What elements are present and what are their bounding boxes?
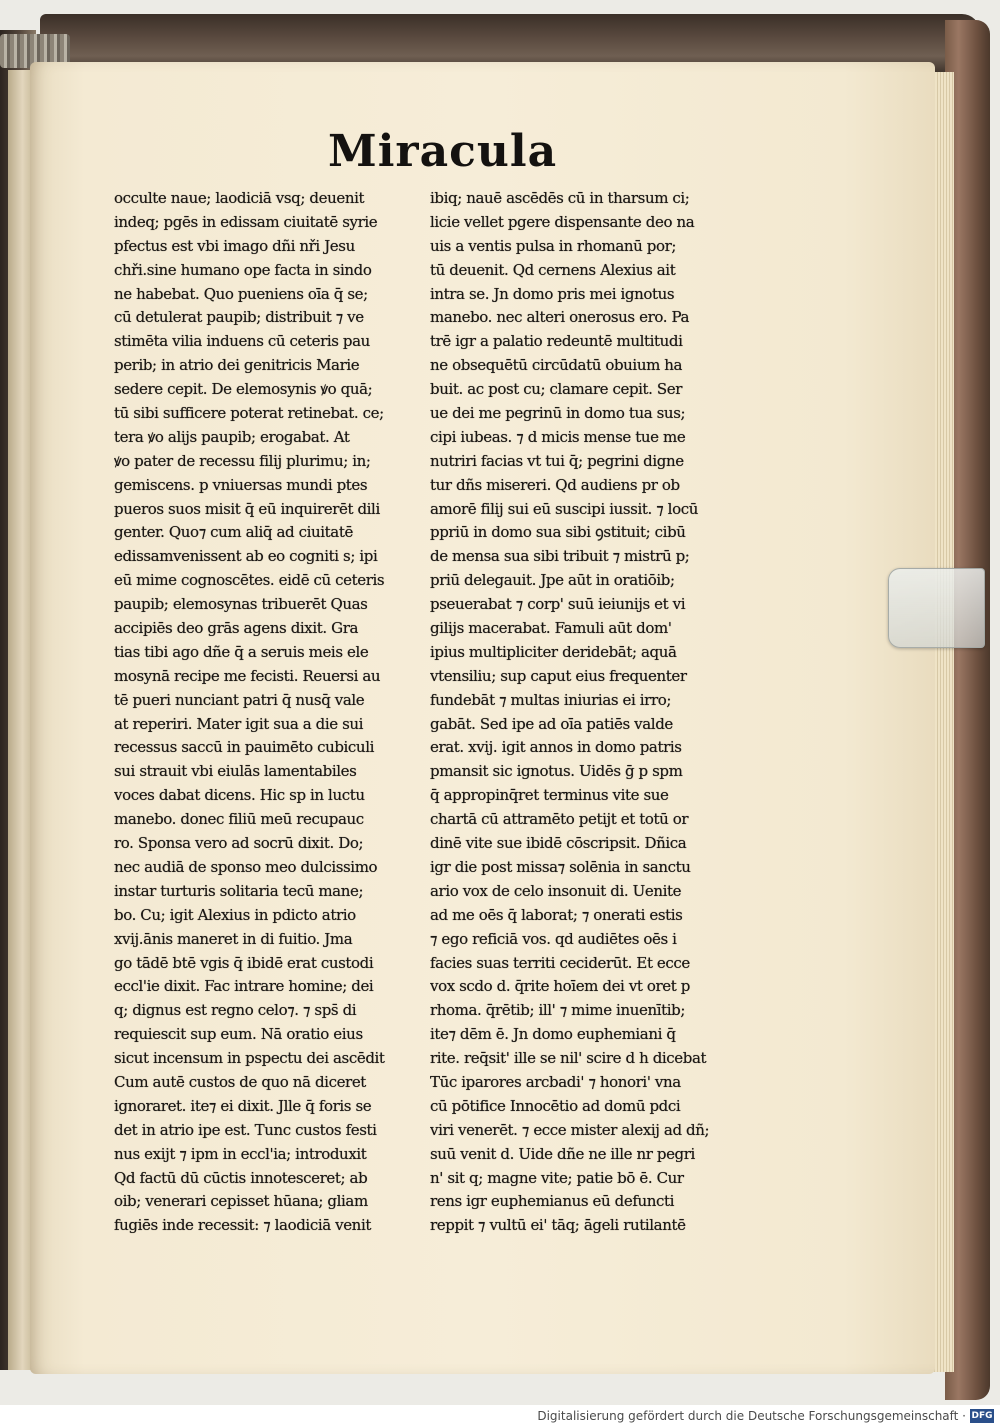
text-line: n' sit q; magne vite; patie bō ē. Cur bbox=[430, 1168, 684, 1187]
text-line: tē pueri nunciant patri q̄ nusq̄ vale bbox=[114, 690, 365, 709]
text-line: trē igr a palatio redeuntē multitudi bbox=[430, 332, 683, 351]
text-line: ignoraret. ite⁊ ei dixit. Jlle q̄ foris se bbox=[114, 1096, 372, 1115]
text-line: det in atrio ipe est. Tunc custos festi bbox=[114, 1120, 377, 1139]
text-line: genter. Quo⁊ cum aliq̄ ad ciuitatē bbox=[114, 523, 353, 542]
text-line: perib; in atrio dei genitricis Marie bbox=[114, 356, 360, 375]
text-line: instar turturis solitaria tecū mane; bbox=[114, 881, 364, 900]
text-line: accipiēs deo grās agens dixit. Gra bbox=[114, 619, 359, 638]
text-line: rite. req̄sit' ille se nil' scire d h dicebat bbox=[430, 1049, 707, 1068]
text-line: cū detulerat paupib; distribuit ⁊ ve bbox=[114, 308, 364, 327]
text-line: rens igr euphemianus eū defuncti bbox=[430, 1192, 675, 1211]
text-line: manebo. donec filiū meū recupauc bbox=[114, 810, 364, 829]
text-line: vtensiliu; sup caput eius frequenter bbox=[430, 666, 687, 685]
text-line: gilijs macerabat. Famuli aūt dom' bbox=[430, 619, 672, 638]
text-line: at reperiri. Mater igit sua a die sui bbox=[114, 714, 364, 733]
text-line: chartā cū attramēto petijt et totū or bbox=[430, 810, 689, 829]
text-line: Qd factū dū cūctis innotesceret; ab bbox=[114, 1168, 368, 1187]
text-line: pfectus est vbi imago dñi nři Jesu bbox=[114, 236, 355, 255]
text-line: stimēta vilia induens cū ceteris pau bbox=[114, 332, 370, 351]
text-line: ipius multipliciter deridebāt; aquā bbox=[430, 642, 677, 661]
text-line: voces dabat dicens. Hic sp in luctu bbox=[114, 786, 365, 805]
footer-credit: Digitalisierung gefördert durch die Deutsche Forschungsgemeinschaft · bbox=[537, 1409, 966, 1423]
text-line: pseuerabat ⁊ corp' suū ieiunijs et vi bbox=[430, 595, 686, 614]
text-line: uis a ventis pulsa in rhomanū por; bbox=[430, 236, 677, 255]
text-line: ne habebat. Quo pueniens oīa q̄ se; bbox=[114, 284, 368, 303]
text-line: sicut incensum in pspectu dei ascēdit bbox=[114, 1049, 385, 1068]
text-line: requiescit sup eum. Nā oratio eius bbox=[114, 1025, 363, 1044]
text-line: reppit ⁊ vultū ei' tāq; āgeli rutilantē bbox=[430, 1216, 686, 1235]
text-line: xvij.ānis maneret in di fuitio. Jma bbox=[114, 929, 353, 948]
text-line: nec audiā de sponso meo dulcissimo bbox=[114, 857, 378, 876]
text-line: viri venerēt. ⁊ ecce mister alexij ad dñ; bbox=[430, 1120, 710, 1139]
text-line: igr die post missa⁊ solēnia in sanctu bbox=[430, 857, 691, 876]
text-line: tera ꝟo alijs paupib; erogabat. At bbox=[114, 427, 350, 446]
text-line: indeq; pgēs in edissam ciuitatē syrie bbox=[114, 212, 378, 231]
text-line: eū mime cognoscētes. eidē cū ceteris bbox=[114, 571, 385, 590]
text-line: tū sibi sufficere poterat retinebat. ce; bbox=[114, 404, 384, 423]
text-line: ite⁊ dēm ē. Jn domo euphemiani q̄ bbox=[430, 1025, 676, 1044]
text-line: cipi iubeas. ⁊ d micis mense tue me bbox=[430, 427, 686, 446]
text-line: Cum autē custos de quo nā diceret bbox=[114, 1072, 366, 1091]
text-line: recessus saccū in pauimēto cubiculi bbox=[114, 738, 374, 757]
text-line: edissamvenissent ab eo cogniti s; ipi bbox=[114, 547, 378, 566]
text-line: gemiscens. p vniuersas mundi ptes bbox=[114, 475, 368, 494]
text-line: buit. ac post cu; clamare cepit. Ser bbox=[430, 380, 683, 399]
text-line: pmansit sic ignotus. Uidēs ḡ p spm bbox=[430, 762, 683, 781]
text-line: vox scdo d. q̄rite hoīem dei vt oret p bbox=[430, 977, 690, 996]
text-line: ibiq; nauē ascēdēs cū in tharsum ci; bbox=[430, 189, 690, 207]
text-line: licie vellet pgere dispensante deo na bbox=[430, 212, 695, 231]
text-line: Tūc iparores arcbadi' ⁊ honori' vna bbox=[430, 1072, 681, 1091]
text-line: fundebāt ⁊ multas iniurias ei irro; bbox=[430, 690, 671, 709]
footer-bar bbox=[0, 1405, 1000, 1427]
page-heading: Miracula bbox=[328, 126, 558, 177]
text-line: facies suas territi ceciderūt. Et ecce bbox=[430, 953, 690, 972]
text-line: erat. xvij. igit annos in domo patris bbox=[430, 738, 682, 757]
text-line: occulte naue; laodiciā vsq; deuenit bbox=[114, 189, 365, 207]
text-line: pueros suos misit q̄ eū inquirerēt dili bbox=[114, 499, 380, 518]
text-column-right bbox=[430, 187, 738, 1238]
dfg-logo: DFG bbox=[971, 1411, 993, 1421]
text-line: gabāt. Sed ipe ad oīa patiēs valde bbox=[430, 714, 673, 733]
text-line: chři.sine humano ope facta in sindo bbox=[114, 260, 372, 279]
text-line: mosynā recipe me fecisti. Reuersi au bbox=[114, 666, 381, 685]
text-line: fugiēs inde recessit: ⁊ laodiciā venit bbox=[114, 1216, 371, 1235]
text-line: suū venit d. Uide dñe ne ille nr pegri bbox=[430, 1144, 695, 1163]
text-line: de mensa sua sibi tribuit ⁊ mistrū p; bbox=[430, 547, 690, 566]
text-line: sedere cepit. De elemosynis ꝟo quā; bbox=[114, 380, 373, 399]
text-line: q̄ appropinq̄ret terminus vite sue bbox=[430, 786, 669, 805]
text-line: eccl'ie dixit. Fac intrare homine; dei bbox=[114, 977, 374, 996]
text-line: ppriū in domo sua sibi ꝯstituit; cibū bbox=[430, 523, 686, 542]
text-line: priū delegauit. Jpe aūt in oratiōib; bbox=[430, 571, 675, 590]
text-line: ad me oēs q̄ laborat; ⁊ onerati estis bbox=[430, 905, 683, 924]
text-line: ne obsequētū circūdatū obuium ha bbox=[430, 356, 683, 375]
text-line: dinē vite sue ibidē cōscripsit. Dñica bbox=[430, 834, 687, 853]
text-line: cū pōtifice Innocētio ad domū pdci bbox=[430, 1096, 681, 1115]
text-line: ⁊ ego reficiā vos. qd audiētes oēs i bbox=[430, 929, 677, 948]
text-line: ꝟo pater de recessu filij plurimu; in; bbox=[114, 451, 371, 470]
text-line: nus exijt ⁊ ipm in eccl'ia; introduxit bbox=[114, 1144, 367, 1163]
text-line: bo. Cu; igit Alexius in pdicto atrio bbox=[114, 905, 356, 924]
text-line: rhoma. q̄rētib; ill' ⁊ mime inuenītib; bbox=[430, 1001, 685, 1020]
text-line: q; dignus est regno celo⁊. ⁊ sps̄ di bbox=[114, 1001, 357, 1020]
text-line: nutriri facias vt tui q̄; pegrini digne bbox=[430, 451, 684, 470]
text-line: oib; venerari cepisset hūana; gliam bbox=[114, 1192, 368, 1211]
text-line: intra se. Jn domo pris mei ignotus bbox=[430, 284, 675, 303]
text-line: ro. Sponsa vero ad socrū dixit. Do; bbox=[114, 834, 364, 853]
text-line: tur dñs misereri. Qd audiens pr ob bbox=[430, 475, 680, 494]
text-line: sui strauit vbi eiulās lamentabiles bbox=[114, 762, 357, 781]
text-line: go tādē btē vgis q̄ ibidē erat custodi bbox=[114, 953, 374, 972]
text-line: manebo. nec alteri onerosus ero. Pa bbox=[430, 308, 690, 327]
left-page-edge bbox=[8, 70, 32, 1370]
text-line: amorē filij sui eū suscipi iussit. ⁊ locū bbox=[430, 499, 698, 518]
text-line: tū deuenit. Qd cernens Alexius ait bbox=[430, 260, 676, 279]
text-line: paupib; elemosynas tribuerēt Quas bbox=[114, 595, 368, 614]
text-line: tias tibi ago dñe q̄ a seruis meis ele bbox=[114, 642, 369, 661]
page-clip bbox=[888, 568, 985, 648]
text-column-left bbox=[114, 187, 422, 1238]
text-line: ue dei me pegrinū in domo tua sus; bbox=[430, 404, 686, 423]
text-line: ario vox de celo insonuit di. Uenite bbox=[430, 881, 682, 900]
